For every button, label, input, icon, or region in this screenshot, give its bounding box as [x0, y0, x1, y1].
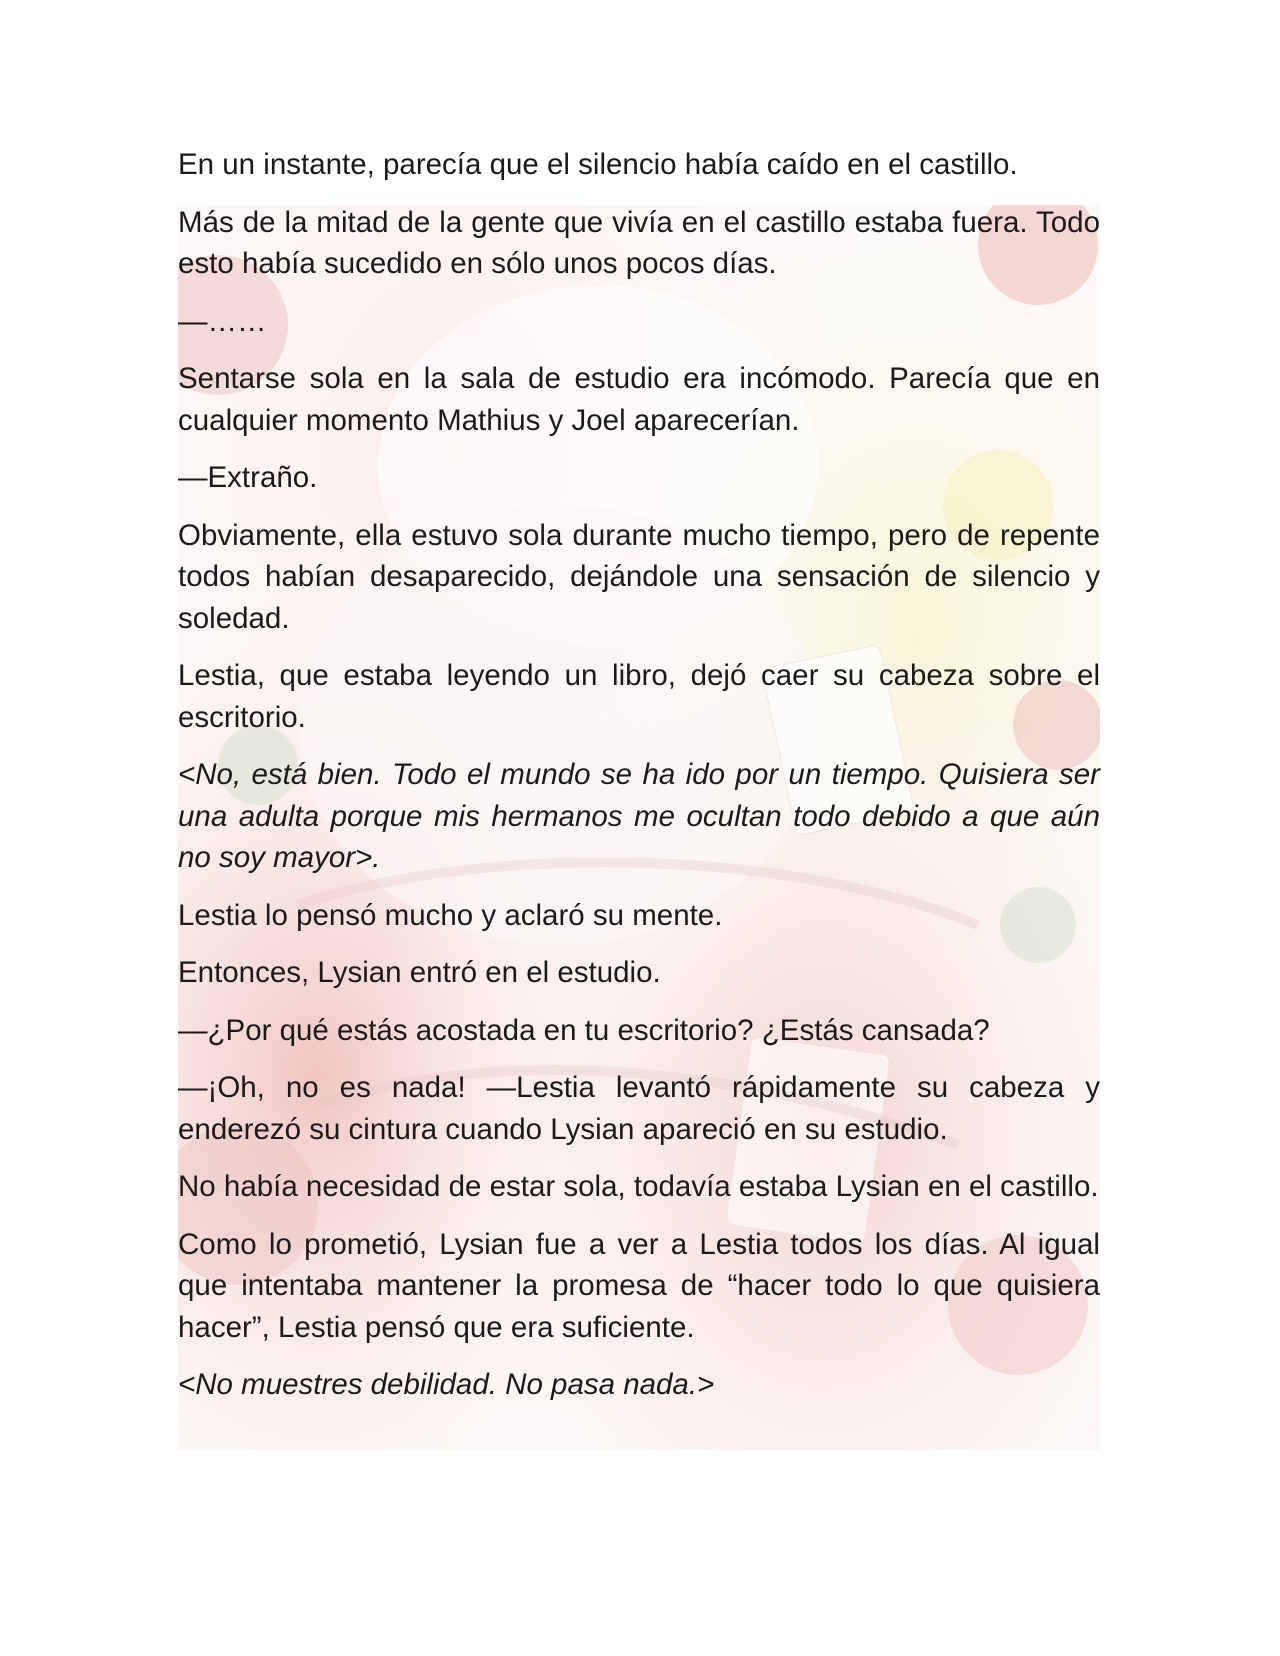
paragraph-thought: <No muestres debilidad. No pasa nada.>: [178, 1368, 715, 1401]
document-body: [178, 144, 1100, 1422]
paragraph: No había necesidad de estar sola, todavía estaba Lysian en el castillo.: [178, 1170, 1099, 1203]
paragraph: —……: [178, 304, 267, 338]
paragraph: Como lo prometió, Lysian fue a ver a Lestia todos los días. Al igual que intentaba mantener la promesa de “hacer todo lo que quisiera hacer”, Lestia pensó que era suficiente.: [178, 1227, 1100, 1344]
paragraph: —¡Oh, no es nada! —Lestia levantó rápidamente su cabeza y enderezó su cintura cuando Lysian apareció en su estudio.: [178, 1071, 1100, 1146]
paragraph: Sentarse sola en la sala de estudio era incómodo. Parecía que en cualquier momento Mathius y Joel aparecerían.: [178, 362, 1100, 437]
paragraph: —Extraño.: [178, 461, 318, 494]
paragraph-thought: <No, está bien. Todo el mundo se ha ido por un tiempo. Quisiera ser una adulta porque mis hermanos me ocultan todo debido a que aún no soy mayor>.: [178, 758, 1100, 874]
paragraph: Más de la mitad de la gente que vivía en el castillo estaba fuera. Todo esto había sucedido en sólo unos pocos días.: [178, 205, 1100, 280]
paragraph: Obviamente, ella estuvo sola durante mucho tiempo, pero de repente todos habían desaparecido, dejándole una sensación de silencio y soledad.: [178, 518, 1100, 635]
paragraph: Lestia lo pensó mucho y aclaró su mente.: [178, 898, 723, 932]
paragraph: —¿Por qué estás acostada en tu escritorio? ¿Estás cansada?: [178, 1013, 990, 1047]
paragraph: Entonces, Lysian entró en el estudio.: [178, 956, 661, 989]
paragraph: En un instante, parecía que el silencio había caído en el castillo.: [178, 148, 1018, 181]
paragraph: Lestia, que estaba leyendo un libro, dejó caer su cabeza sobre el escritorio.: [178, 659, 1100, 734]
